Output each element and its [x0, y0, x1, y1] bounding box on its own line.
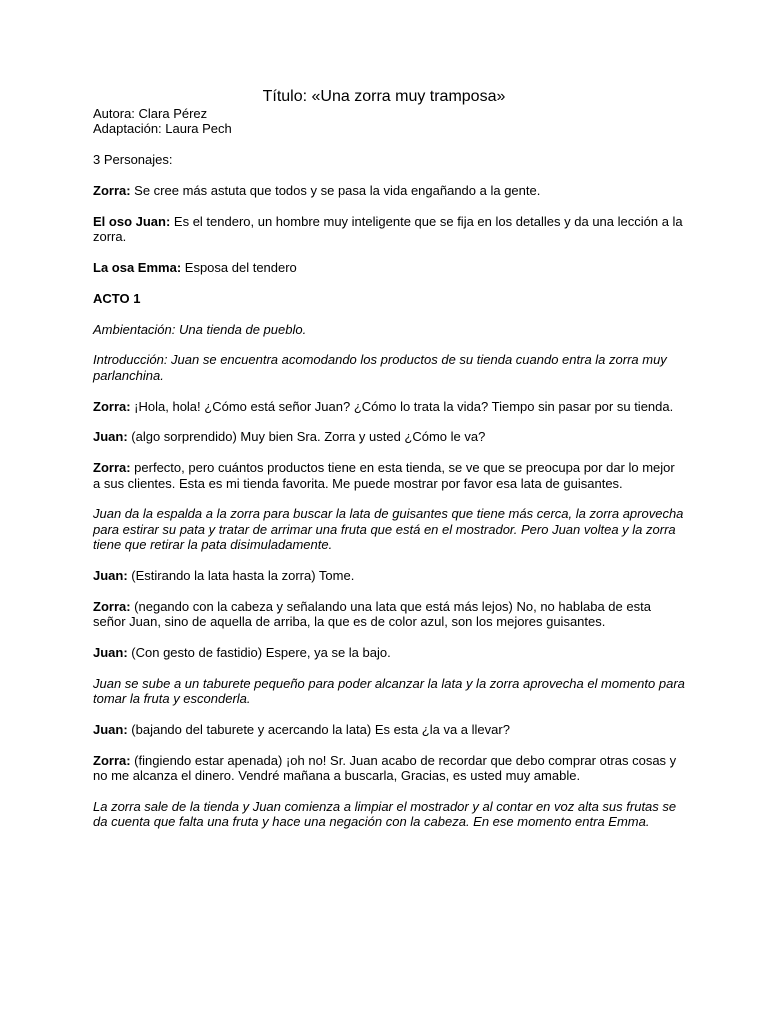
stage-direction-text: Juan da la espalda a la zorra para buscar la lata de guisantes que tiene más cerca, la zorra aprovecha para estirar su pata y tratar de arrimar una fruta que está en el mostrador. Pero Juan voltea y la zorra tiene que retirar la pata disimuladamente.	[93, 506, 684, 553]
author-line: Autora: Clara Pérez	[93, 106, 208, 121]
character-entry	[93, 260, 685, 275]
dialogue-text: (bajando del taburete y acercando la lata) Es esta ¿la va a llevar?	[127, 722, 510, 737]
character-description: Esposa del tendero	[181, 260, 297, 275]
character-name: Zorra:	[93, 183, 131, 198]
dialogue-line	[93, 399, 685, 414]
character-entry	[93, 183, 685, 198]
dialogue-line	[93, 599, 685, 630]
speaker-name: Juan:	[93, 645, 128, 660]
dialogue-text: (algo sorprendido) Muy bien Sra. Zorra y usted ¿Cómo le va?	[127, 429, 486, 445]
characters-heading: 3 Personajes:	[93, 152, 173, 168]
dialogue-text: (Con gesto de fastidio) Espere, ya se la bajo.	[127, 645, 391, 660]
speaker-name: Zorra:	[93, 752, 131, 768]
stage-direction	[93, 676, 685, 707]
dialogue-line	[93, 568, 685, 583]
character-description: Se cree más astuta que todos y se pasa la vida engañando a la gente.	[130, 183, 541, 198]
character-description: Es el tendero, un hombre muy inteligente que se fija en los detalles y da una lección a la zorra.	[93, 213, 683, 245]
dialogue-text: (fingiendo estar apenada) ¡oh no! Sr. Juan acabo de recordar que debo comprar otras cosas y no me alcanza el dinero. Vendré mañana a buscarla, Gracias, es usted muy amable.	[93, 752, 677, 784]
speaker-name: Zorra:	[93, 398, 131, 414]
intro-text: Introducción: Juan se encuentra acomodando los productos de su tienda cuando entra la zorra muy parlanchina.	[93, 352, 667, 383]
act-heading	[93, 291, 685, 306]
document-body	[93, 106, 685, 845]
stage-direction-text: Juan se sube a un taburete pequeño para poder alcanzar la lata y la zorra aprovecha el momento para tomar la fruta y esconderla.	[93, 675, 685, 707]
dialogue-line	[93, 753, 685, 784]
dialogue-text: perfecto, pero cuántos productos tiene en esta tienda, se ve que se preocupa por dar lo mejor a sus clientes. Esta es mi tienda favorita. Me puede mostrar por favor esa lata de guisantes.	[93, 460, 675, 491]
dialogue-text: ¡Hola, hola! ¿Cómo está señor Juan? ¿Cómo lo trata la vida? Tiempo sin pasar por su tienda.	[130, 398, 674, 414]
character-entry	[93, 214, 685, 245]
character-name: El oso Juan:	[93, 213, 171, 229]
dialogue-text: (Estirando la lata hasta la zorra) Tome.	[127, 568, 355, 583]
dialogue-line	[93, 460, 685, 491]
speaker-name: Zorra:	[93, 460, 131, 476]
intro-line	[93, 352, 685, 383]
speaker-name: Zorra:	[93, 598, 131, 614]
setting-line	[93, 322, 685, 337]
stage-direction	[93, 799, 685, 830]
dialogue-line	[93, 429, 685, 444]
speaker-name: Juan:	[93, 429, 128, 445]
dialogue-line	[93, 722, 685, 737]
setting-text: Ambientación: Una tienda de pueblo.	[93, 321, 307, 337]
speaker-name: Juan:	[93, 568, 128, 583]
document-title: Título: «Una zorra muy tramposa»	[262, 88, 506, 105]
dialogue-text: (negando con la cabeza y señalando una lata que está más lejos) No, no hablaba de esta señor Juan, sino de aquella de arriba, la que es de color azul, son los mejores guisantes.	[93, 598, 651, 630]
adaptation-line: Adaptación: Laura Pech	[93, 121, 232, 137]
dialogue-line	[93, 645, 685, 660]
character-name: La osa Emma:	[93, 260, 182, 275]
speaker-name: Juan:	[93, 722, 128, 737]
stage-direction	[93, 506, 685, 552]
act-heading-text: ACTO 1	[93, 290, 141, 306]
stage-direction-text: La zorra sale de la tienda y Juan comienza a limpiar el mostrador y al contar en voz alta sus frutas se da cuenta que falta una fruta y hace una negación con la cabeza. En ese momento entra Emma.	[93, 799, 677, 830]
